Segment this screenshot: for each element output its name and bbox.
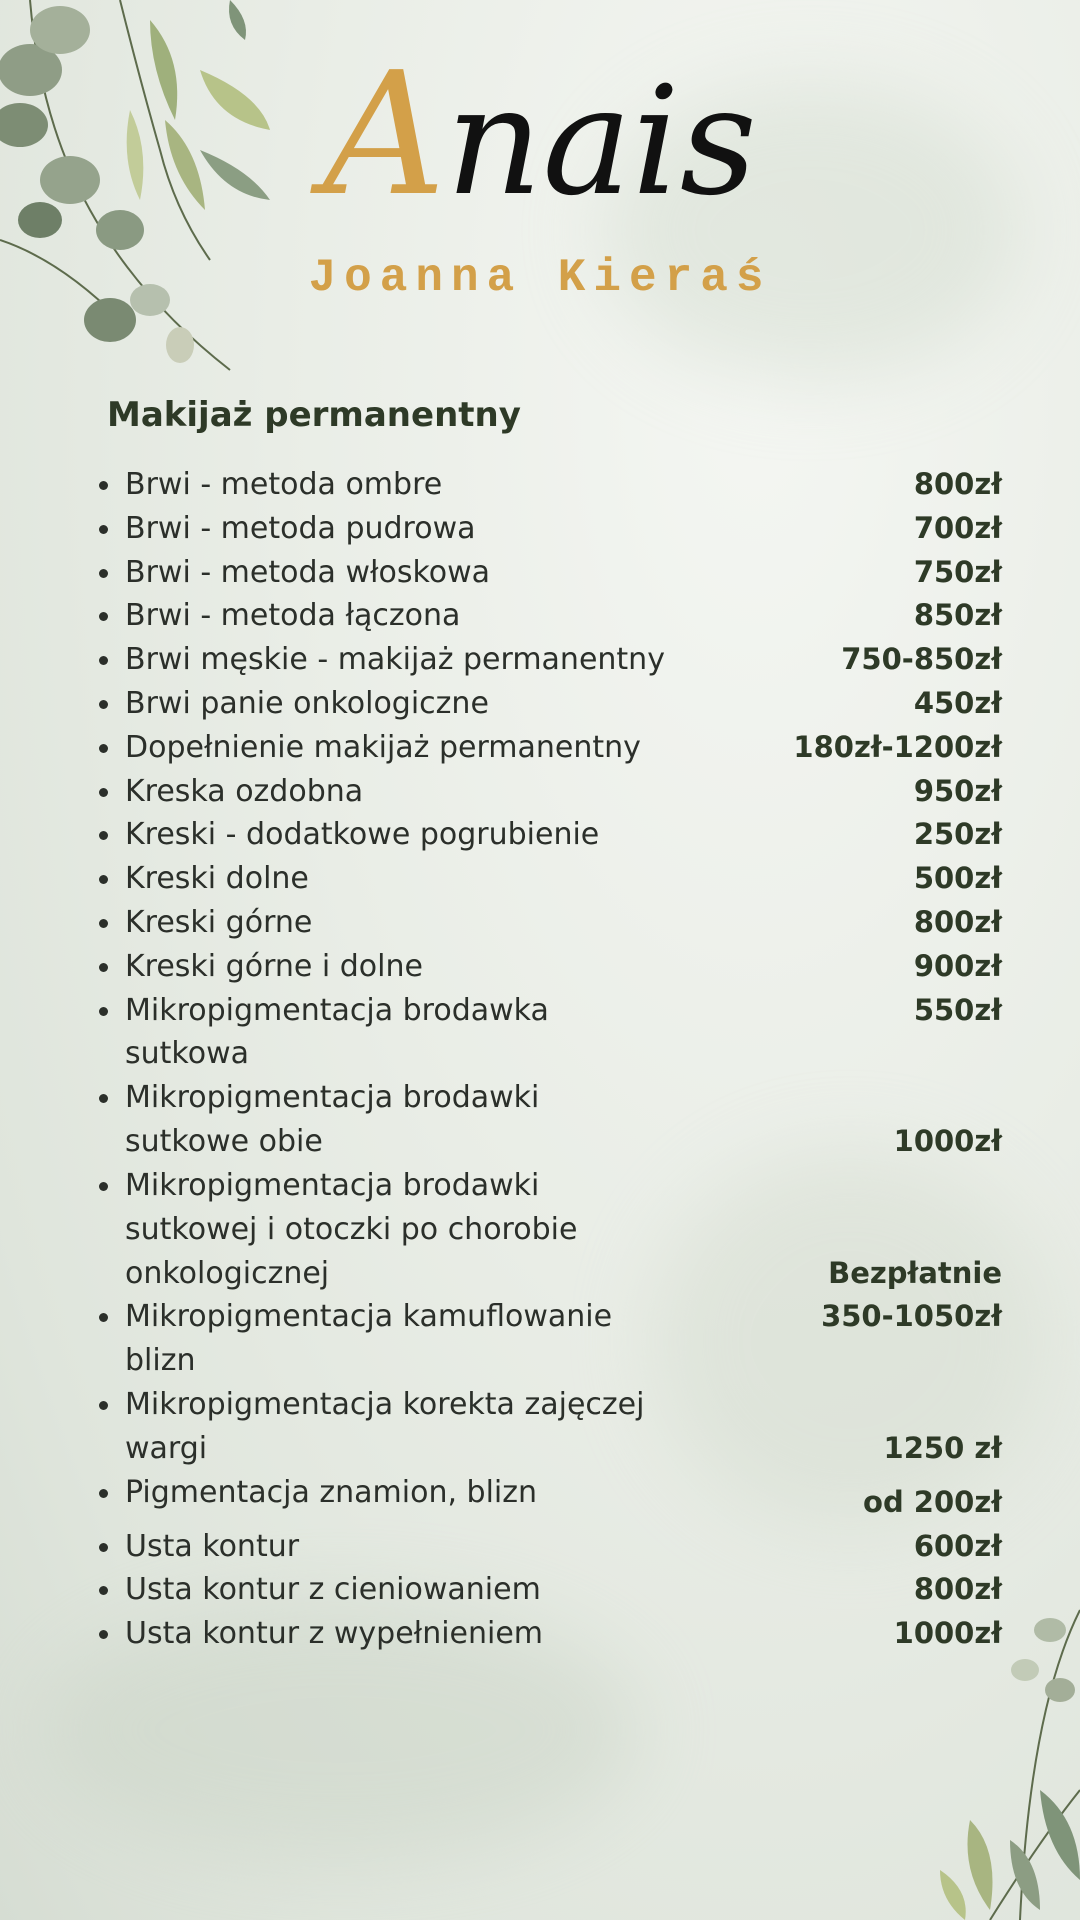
service-name: Mikropigmentacja brodawki sutkowe obie xyxy=(90,1076,645,1164)
service-name: Brwi - metoda pudrowa xyxy=(90,507,735,551)
service-name: Brwi męskie - makijaż permanentny xyxy=(90,638,735,682)
service-name: Mikropigmentacja kamuflowanie blizn xyxy=(90,1295,685,1383)
service-price: 350-1050zł xyxy=(821,1299,1002,1334)
price-list xyxy=(90,463,1002,1656)
list-item xyxy=(90,638,1002,682)
service-name: Usta kontur z wypełnieniem xyxy=(90,1612,735,1656)
service-name: Kreski górne xyxy=(90,901,735,945)
list-item xyxy=(90,507,1002,551)
service-price: 900zł xyxy=(913,948,1002,983)
list-item xyxy=(90,901,1002,945)
service-name: Brwi panie onkologiczne xyxy=(90,682,735,726)
list-item xyxy=(90,1076,1002,1164)
service-price: 800zł xyxy=(913,467,1002,501)
service-price: 800zł xyxy=(913,904,1002,939)
list-item xyxy=(90,594,1002,638)
service-price: 1000zł xyxy=(893,1616,1002,1651)
service-name: Kreski górne i dolne xyxy=(90,945,735,989)
list-item xyxy=(90,682,1002,726)
service-price: 500zł xyxy=(913,861,1002,896)
owner-name: Joanna Kieraś xyxy=(308,252,772,304)
list-item xyxy=(90,1568,1002,1612)
service-price: 550zł xyxy=(913,992,1002,1027)
service-name: Mikropigmentacja brodawka sutkowa xyxy=(90,989,645,1077)
service-price: 850zł xyxy=(913,598,1002,633)
service-price: od 200zł xyxy=(863,1484,1002,1519)
service-name: Mikropigmentacja korekta zajęczej wargi xyxy=(90,1383,685,1471)
service-price: 450zł xyxy=(913,685,1002,720)
service-name: Kreska ozdobna xyxy=(90,770,735,814)
logo-initial: A xyxy=(323,36,446,234)
list-item xyxy=(90,1383,1002,1471)
list-item xyxy=(90,726,1002,770)
service-name: Pigmentacja znamion, blizn xyxy=(90,1471,735,1515)
list-item xyxy=(90,945,1002,989)
list-item xyxy=(90,1471,1002,1525)
service-name: Usta kontur z cieniowaniem xyxy=(90,1568,735,1612)
service-price: 750zł xyxy=(913,554,1002,589)
service-price: 950zł xyxy=(913,773,1002,808)
service-name: Brwi - metoda włoskowa xyxy=(90,551,735,595)
service-name: Dopełnienie makijaż permanentny xyxy=(90,726,735,770)
list-item xyxy=(90,770,1002,814)
logo-text: nais xyxy=(445,55,757,229)
service-price: 750-850zł xyxy=(841,642,1002,677)
list-item xyxy=(90,1164,1002,1295)
service-price: 600zł xyxy=(913,1528,1002,1563)
list-item xyxy=(90,813,1002,857)
service-name: Brwi - metoda łączona xyxy=(90,594,735,638)
service-price: Bezpłatnie xyxy=(828,1255,1002,1290)
service-name: Usta kontur xyxy=(90,1525,735,1569)
service-price: 180zł-1200zł xyxy=(793,729,1002,764)
section-title: Makijaż permanentny xyxy=(107,395,521,435)
service-price: 700zł xyxy=(913,510,1002,545)
service-price: 1250 zł xyxy=(883,1430,1002,1465)
list-item xyxy=(90,989,1002,1077)
list-item xyxy=(90,1612,1002,1656)
list-item xyxy=(90,551,1002,595)
list-item xyxy=(90,1295,1002,1383)
list-item xyxy=(90,1525,1002,1569)
service-name: Kreski dolne xyxy=(90,857,735,901)
service-price: 1000zł xyxy=(893,1124,1002,1159)
service-price: 250zł xyxy=(913,817,1002,852)
service-name: Kreski - dodatkowe pogrubienie xyxy=(90,813,735,857)
service-name: Mikropigmentacja brodawki sutkowej i otoczki po chorobie onkologicznej xyxy=(90,1164,645,1295)
service-price: 800zł xyxy=(913,1572,1002,1607)
brand-logo xyxy=(0,36,1080,234)
list-item xyxy=(90,857,1002,901)
service-name: Brwi - metoda ombre xyxy=(90,463,735,507)
list-item xyxy=(90,463,1002,507)
